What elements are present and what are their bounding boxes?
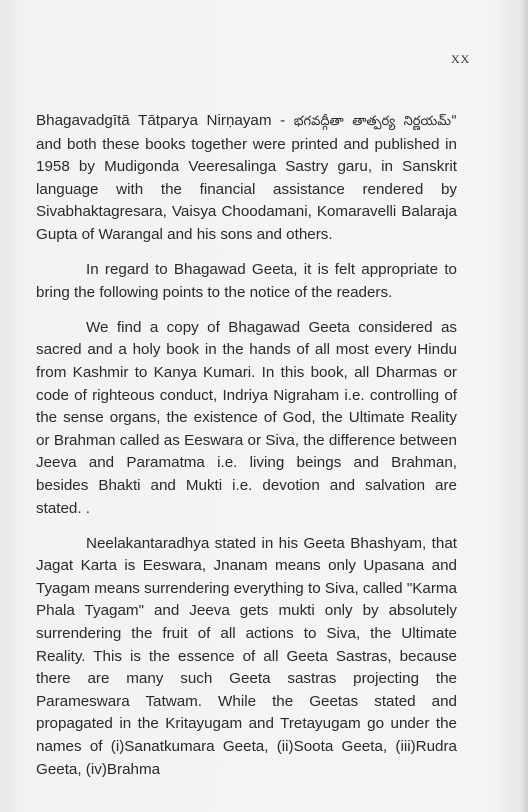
- paragraph-4: Neelakantaradhya stated in his Geeta Bhashyam, that Jagat Karta is Eeswara, Jnanam means only Upasana and Tyagam means surrendering everything to Siva, called "Karma Phala Tyagam" and Jeeva gets mukti only by absolutely surrendering the fruit of all actions to Siva, the Ultimate Reality. This is the essence of all Geeta Sastras, because there are many such Geeta sastras projecting the Parameswara Tatwam. While the Geetas stated and propagated in the Kritayugam and Tretayugam go under the names of (i)Sanatkumara Geeta, (ii)Soota Geeta, (iii)Rudra Geeta, (iv)Brahma: [36, 534, 457, 778]
- paragraph-3: We find a copy of Bhagawad Geeta considered as sacred and a holy book in the hands of all most every Hindu from Kashmir to Kanya Kumari. In this book, all Dharmas or code of righteous conduct, Indriya Nigraham i.e. controlling of the sense organs, the existence of God, the Ultimate Reality or Brahman called as Eeswara or Siva, the difference between Jeeva and Paramatma i.e. living beings and Brahman, besides Bhakti and Mukti i.e. devotion and salvation are stated. .: [36, 318, 457, 517]
- paragraph-1: [36, 110, 457, 247]
- book-title: Bhagavadgītā Tātparya Nirṇayam -: [36, 112, 286, 129]
- paragraph-2: In regard to Bhagawad Geeta, it is felt appropriate to bring the following points to the notice of the readers.: [36, 261, 457, 301]
- body-text: [36, 110, 457, 781]
- paragraph-1-text: and both these books together were printed and published in 1958 by Mudigonda Veeresalinga Sastry garu, in Sanskrit language with the financial assistance rendered by Sivabhaktagresara, Vaisya Choodamani, Komaravelli Balaraja Gupta of Warangal and his sons and others.: [36, 135, 457, 243]
- page-number: XX: [451, 52, 471, 66]
- page-edge: [522, 0, 528, 812]
- telugu-title: భగవద్గీతా తాత్పర్య నిర్ణయమ్": [293, 114, 457, 129]
